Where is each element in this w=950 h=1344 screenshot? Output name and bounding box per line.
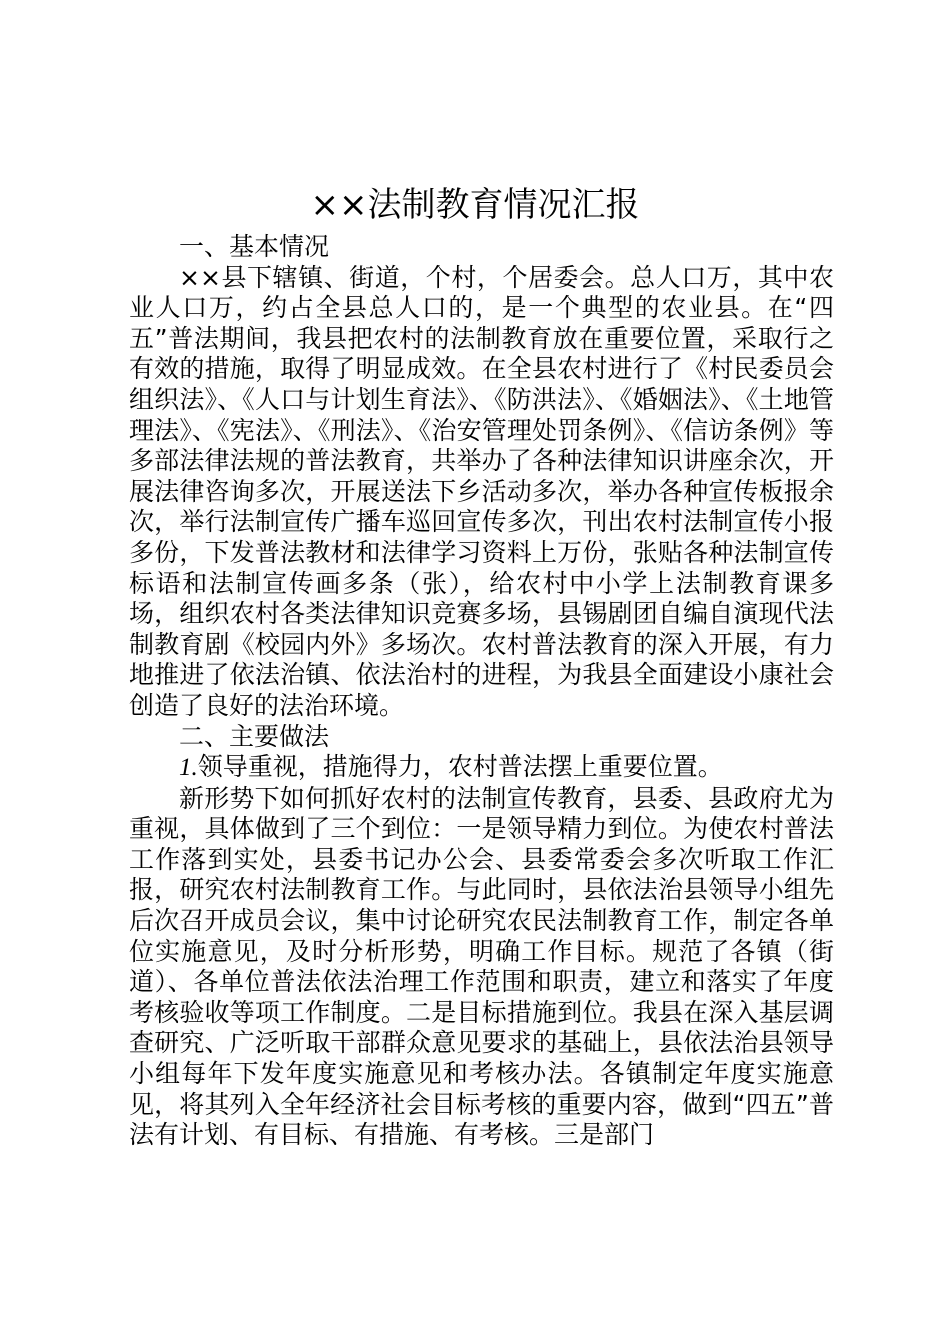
subsection-number: 1. [179, 754, 198, 782]
paragraph-leadership: 新形势下如何抓好农村的法制宣传教育，县委、县政府尤为重视，具体做到了三个到位：一是领导精力到位。为使农村普法工作落到实处，县委书记办公会、县委常委会多次听取工作汇报，研究农村法制教育工作。与此同时，县依法治县领导小组先后次召开成员会议，集中讨论研究农民法制教育工作，制定各单位实施意见，及时分析形势，明确工作目标。规范了各镇（街道）、各单位普法依法治理工作范围和职责，建立和落实了年度考核验收等项工作制度。二是目标措施到位。我县在深入基层调查研究、广泛听取干部群众意见要求的基础上，县依法治县领导小组每年下发年度实施意见和考核办法。各镇制定年度实施意见，将其列入全年经济社会目标考核的重要内容，做到“四五”普法有计划、有目标、有措施、有考核。三是部门 [129, 783, 834, 1150]
paragraph-basic-situation: ××县下辖镇、街道，个村，个居委会。总人口万，其中农业人口万，约占全县总人口的，是一个典型的农业县。在“四五”普法期间，我县把农村的法制教育放在重要位置，采取行之有效的措施，取得了明显成效。在全县农村进行了《村民委员会组织法》、《人口与计划生育法》、《防洪法》、《婚姻法》、《土地管理法》、《宪法》、《刑法》、《治安管理处罚条例》、《信访条例》等多部法律法规的普法教育，共举办了各种法律知识讲座余次，开展法律咨询多次，开展送法下乡活动多次，举办各种宣传板报余次，举行法制宣传广播车巡回宣传多次，刊出农村法制宣传小报多份，下发普法教材和法律学习资料上万份，张贴各种法制宣传标语和法制宣传画多条（张），给农村中小学上法制教育课多场，组织农村各类法律知识竞赛多场，县锡剧团自编自演现代法制教育剧《校园内外》多场次。农村普法教育的深入开展，有力地推进了依法治镇、依法治村的进程，为我县全面建设小康社会创造了良好的法治环境。 [129, 262, 834, 720]
subsection-heading-leadership [129, 752, 834, 784]
document-title: ××法制教育情况汇报 [310, 185, 640, 225]
document-body [129, 232, 834, 1151]
section-heading-basic-situation: 一、基本情况 [179, 232, 330, 261]
section-heading-main-practices: 二、主要做法 [179, 721, 330, 751]
subsection-heading-text: 领导重视，措施得力，农村普法摆上重要位置。 [197, 752, 723, 782]
